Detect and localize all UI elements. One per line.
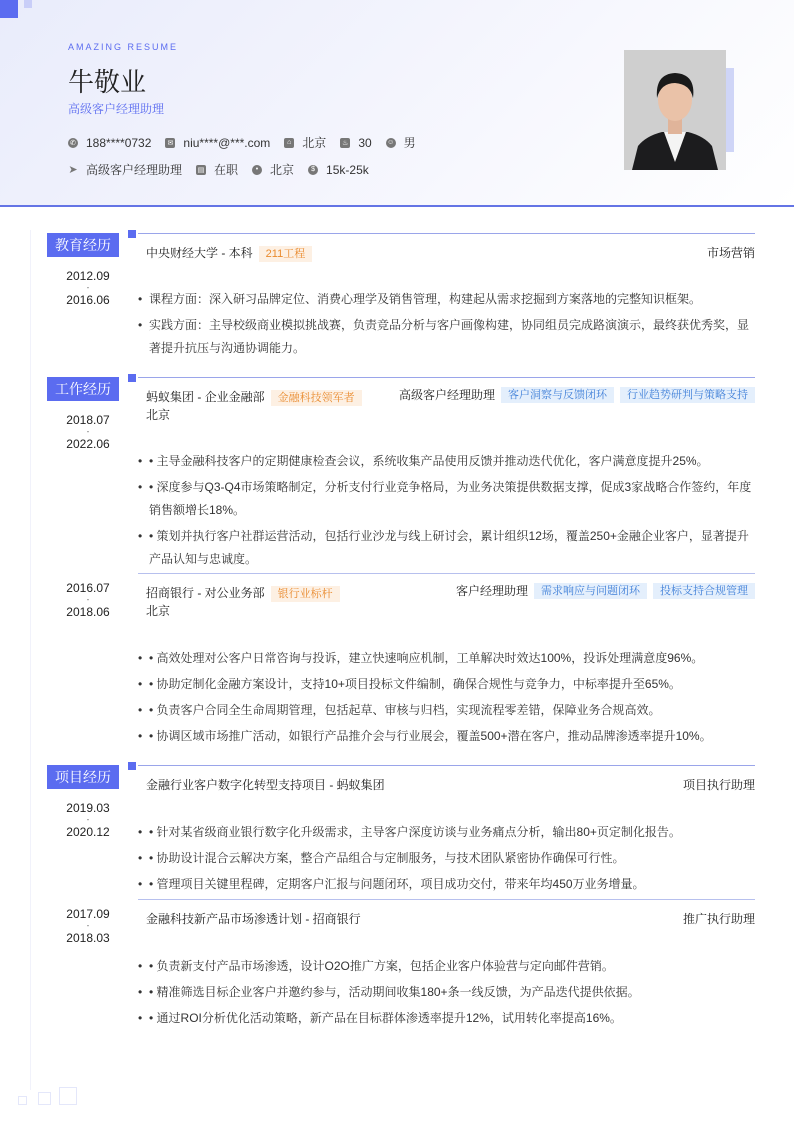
location-pin-icon: •: [252, 165, 262, 175]
section-divider: [138, 377, 755, 378]
decorative-vertical-line: [30, 230, 31, 1090]
date-end: 2020.12: [66, 825, 110, 839]
date-start: 2012.09: [66, 269, 110, 283]
education-entry-title: [146, 244, 312, 262]
date-start: 2019.03: [66, 801, 110, 815]
section-marker: [128, 374, 136, 382]
send-icon: ➤: [68, 164, 78, 176]
age-item: [340, 136, 371, 150]
education-dates: [64, 270, 112, 306]
work-entry-title: [146, 388, 362, 406]
list-item: • 课程方面：深入研习品牌定位、消费心理学及销售管理，构建起从需求挖掘到方案落地的完整知识框架。: [138, 288, 755, 311]
section-label-projects: 项目经历: [47, 765, 119, 789]
phone-item: [68, 136, 151, 150]
date-dash: -: [86, 815, 90, 824]
list-item: • • 协调区域市场推广活动，如银行产品推介会与行业展会，覆盖500+潜在客户，推动品牌渗透率提升10%。: [138, 725, 755, 748]
company-name: 蚂蚁集团 - 企业金融部: [146, 390, 265, 404]
date-dash: -: [86, 427, 90, 436]
project-role: 推广执行助理: [682, 912, 755, 926]
resume-header: [0, 0, 794, 207]
hometown-text: 北京: [302, 136, 327, 150]
school-tag: 211工程: [259, 246, 313, 262]
date-end: 2018.06: [66, 605, 110, 619]
section-marker: [128, 230, 136, 238]
gender-icon: ☺: [387, 139, 395, 146]
work-location: 北京: [146, 604, 171, 618]
age-text: 30: [358, 135, 372, 150]
email-text: niu****@***.com: [183, 135, 271, 150]
hometown-item: [284, 134, 326, 151]
job-intent-row: [68, 161, 383, 178]
salary-item: [308, 163, 369, 177]
date-end: 2018.03: [66, 931, 110, 945]
project-role: 项目执行助理: [682, 778, 755, 792]
date-dash: -: [86, 921, 90, 930]
project-bullets: [138, 821, 755, 899]
skill-tag: 需求响应与问题闭环: [534, 583, 647, 599]
intent-position-text: 高级客户经理助理: [86, 163, 183, 177]
date-dash: -: [86, 283, 90, 292]
intent-position-item: [68, 161, 182, 178]
list-item: • • 通过ROI分析优化活动策略，新产品在目标群体渗透率提升12%，试用转化率提高16%。: [138, 1007, 755, 1030]
phone-icon: ✆: [68, 138, 78, 148]
section-marker: [128, 762, 136, 770]
education-bullets: [138, 288, 755, 363]
school-name: 中央财经大学 - 本科: [146, 246, 253, 260]
company-tag: 银行业标杆: [271, 586, 340, 602]
project-dates: [64, 802, 112, 838]
salary-icon: $: [308, 165, 318, 175]
gender-item: [386, 134, 416, 151]
gender-text: 男: [403, 136, 416, 150]
date-start: 2017.09: [66, 907, 110, 921]
status-item: [196, 161, 238, 178]
list-item: • • 主导金融科技客户的定期健康检查会议，系统收集产品使用反馈并推动迭代优化，客户满意度提升25%。: [138, 450, 755, 473]
company-tag: 金融科技领军者: [271, 390, 362, 406]
project-entry-title: 金融科技新产品市场渗透计划 - 招商银行: [146, 912, 361, 926]
job-title: 高级客户经理助理: [68, 102, 165, 116]
entry-divider: [138, 899, 755, 900]
contact-info-row: [68, 134, 430, 151]
cake-icon: ♨: [342, 139, 349, 147]
section-divider: [138, 765, 755, 766]
footer-decoration: [18, 1096, 27, 1105]
project-dates: [64, 908, 112, 944]
work-bullets: [138, 647, 755, 751]
company-name: 招商银行 - 对公业务部: [146, 586, 265, 600]
section-label-education: 教育经历: [47, 233, 119, 257]
list-item: • • 负责新支付产品市场渗透，设计O2O推广方案，包括企业客户体验营与定向邮件营销。: [138, 955, 755, 978]
resume-tagline: AMAZING RESUME: [68, 42, 179, 52]
status-text: 在职: [214, 163, 239, 177]
work-bullets: [138, 450, 755, 574]
list-item: • • 协助设计混合云解决方案，整合产品组合与定制服务，与技术团队紧密协作确保可行性。: [138, 847, 755, 870]
list-item: • • 深度参与Q3-Q4市场策略制定，分析支付行业竞争格局，为业务决策提供数据支撑，促成3家战略合作签约，年度销售额增长18%。: [138, 476, 755, 522]
date-end: 2016.06: [66, 293, 110, 307]
project-bullets: [138, 955, 755, 1033]
list-item: • • 协助定制化金融方案设计，支持10+项目投标文件编制，确保合规性与竞争力，中标率提升至65%。: [138, 673, 755, 696]
skill-tag: 投标支持合规管理: [653, 583, 755, 599]
footer-decoration: [59, 1087, 77, 1105]
work-dates: [64, 414, 112, 450]
list-item: • • 负责客户合同全生命周期管理，包括起草、审核与归档，实现流程零差错，保障业务合规高效。: [138, 699, 755, 722]
list-item: • 实践方面：主导校级商业模拟挑战赛，负责竞品分析与客户画像构建，协同组员完成路演演示，最终获优秀奖，显著提升抗压与沟通协调能力。: [138, 314, 755, 360]
date-dash: -: [86, 595, 90, 604]
role-title: 高级客户经理助理: [398, 388, 495, 402]
email-item: [165, 136, 270, 150]
profile-photo: [624, 50, 726, 170]
candidate-name: 牛敬业: [68, 67, 147, 97]
date-end: 2022.06: [66, 437, 110, 451]
mail-icon: ✉: [165, 138, 175, 148]
list-item: • • 管理项目关键里程碑，定期客户汇报与问题闭环，项目成功交付，带来年均450万业务增量。: [138, 873, 755, 896]
home-icon: ⌂: [284, 138, 294, 148]
work-dates: [64, 582, 112, 618]
project-entry-title: 金融行业客户数字化转型支持项目 - 蚂蚁集团: [146, 778, 385, 792]
corner-decoration: [0, 0, 18, 18]
salary-text: 15k-25k: [326, 162, 369, 177]
list-item: • • 高效处理对公客户日常咨询与投诉，建立快速响应机制，工单解决时效达100%，投诉处理满意度96%。: [138, 647, 755, 670]
intent-city-text: 北京: [270, 163, 295, 177]
date-start: 2016.07: [66, 581, 110, 595]
work-role: [399, 386, 755, 403]
list-item: • • 针对某省级商业银行数字化升级需求，主导客户深度访谈与业务痛点分析，输出80+页定制化报告。: [138, 821, 755, 844]
work-location: 北京: [146, 408, 171, 422]
skill-tag: 客户洞察与反馈闭环: [501, 387, 614, 403]
entry-divider: [138, 573, 755, 574]
corner-decoration-small: [24, 0, 32, 8]
work-entry-title: [146, 584, 340, 602]
list-item: • • 策划并执行客户社群运营活动，包括行业沙龙与线上研讨会，累计组织12场，覆盖250+金融企业客户，显著提升产品认知与忠诚度。: [138, 525, 755, 571]
section-label-work: 工作经历: [47, 377, 119, 401]
work-role: [456, 582, 755, 599]
footer-decoration: [38, 1092, 51, 1105]
date-start: 2018.07: [66, 413, 110, 427]
list-item: • • 精准筛选目标企业客户并邀约参与，活动期间收集180+条一线反馈，为产品迭代提供依据。: [138, 981, 755, 1004]
intent-city-item: [252, 161, 294, 178]
briefcase-icon: ▤: [197, 166, 205, 174]
role-title: 客户经理助理: [455, 584, 528, 598]
phone-text: 188****0732: [86, 135, 152, 150]
education-major: 市场营销: [706, 246, 755, 260]
section-divider: [138, 233, 755, 234]
skill-tag: 行业趋势研判与策略支持: [620, 387, 755, 403]
